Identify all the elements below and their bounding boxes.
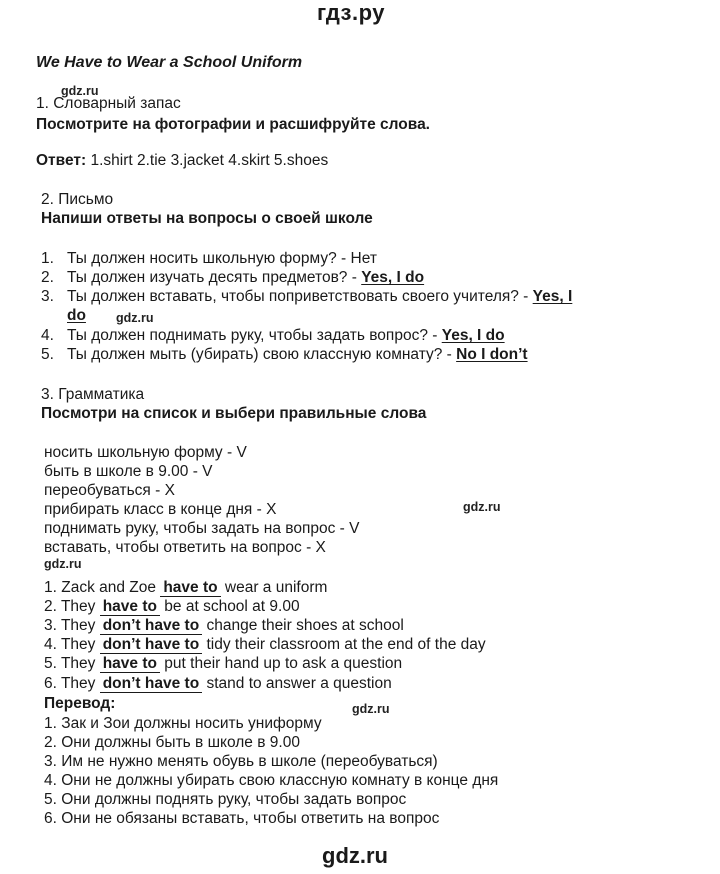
sentence-end: be at school at 9.00 — [159, 598, 300, 615]
translation-item: 1. Зак и Зои должны носить униформу — [44, 715, 322, 732]
question-item — [41, 287, 572, 306]
watermark: gdz.ru — [116, 311, 154, 325]
section-2-task: Напиши ответы на вопросы о своей школе — [41, 210, 373, 227]
list-item: быть в школе в 9.00 - V — [44, 463, 213, 480]
sentence-end: change their shoes at school — [202, 617, 404, 634]
answer-label: Ответ: — [36, 152, 87, 169]
sentence-item — [44, 635, 486, 654]
sentence-fill: don’t have to — [100, 637, 202, 654]
question-number: 1. — [41, 250, 54, 267]
question-text: Ты должен носить школьную форму? - — [67, 250, 351, 267]
section-2-heading: 2. Письмо — [41, 191, 114, 208]
sentence-end: wear a uniform — [220, 579, 328, 596]
site-header-logo: гдз.ру — [317, 0, 385, 25]
watermark: gdz.ru — [61, 84, 99, 98]
sentence-end: put their hand up to ask a question — [159, 655, 403, 672]
sentence-start: 3. They — [44, 617, 100, 634]
question-item — [41, 249, 377, 268]
question-answer-continued: do — [67, 307, 86, 324]
section-3-heading: 3. Грамматика — [41, 386, 145, 403]
question-text: Ты должен изучать десять предметов? - — [67, 269, 362, 286]
sentence-item — [44, 616, 404, 635]
watermark: gdz.ru — [463, 500, 501, 514]
question-answer: Yes, I — [532, 288, 573, 305]
sentence-item — [44, 597, 300, 616]
translation-item: 6. Они не обязаны вставать, чтобы ответить на вопрос — [44, 810, 440, 827]
sentence-item — [44, 674, 392, 693]
sentence-fill: have to — [100, 656, 160, 673]
question-number: 2. — [41, 269, 54, 286]
translation-item: 4. Они не должны убирать свою классную комнату в конце дня — [44, 772, 499, 789]
sentence-fill: don’t have to — [100, 618, 202, 635]
question-text: Ты должен поднимать руку, чтобы задать вопрос? - — [67, 327, 442, 344]
translation-label: Перевод: — [44, 695, 116, 712]
section-1-answer — [36, 151, 328, 170]
question-number: 4. — [41, 327, 54, 344]
section-3-task: Посмотри на список и выбери правильные слова — [41, 405, 427, 422]
translation-item: 2. Они должны быть в школе в 9.00 — [44, 734, 300, 751]
question-answer: Yes, I do — [361, 269, 425, 286]
section-1-heading: 1. Словарный запас — [36, 95, 181, 112]
list-item: носить школьную форму - V — [44, 444, 247, 461]
sentence-fill: have to — [100, 599, 160, 616]
sentence-end: tidy their classroom at the end of the day — [202, 636, 486, 653]
section-1-task: Посмотрите на фотографии и расшифруйте слова. — [36, 116, 430, 133]
question-text: Ты должен вставать, чтобы поприветствовать своего учителя? - — [67, 288, 533, 305]
sentence-end: stand to answer a question — [202, 675, 392, 692]
sentence-start: 4. They — [44, 636, 100, 653]
answer-text: 1.shirt 2.tie 3.jacket 4.skirt 5.shoes — [86, 152, 329, 169]
list-item: переобуваться - X — [44, 482, 175, 499]
question-item — [41, 345, 528, 364]
question-number: 3. — [41, 288, 54, 305]
sentence-fill: have to — [160, 580, 220, 597]
page-title: We Have to Wear a School Uniform — [36, 54, 303, 71]
watermark: gdz.ru — [44, 557, 82, 571]
sentence-start: 5. They — [44, 655, 100, 672]
sentence-start: 2. They — [44, 598, 100, 615]
translation-item: 3. Им не нужно менять обувь в школе (переобуваться) — [44, 753, 438, 770]
question-answer: Нет — [350, 250, 377, 267]
translation-item: 5. Они должны поднять руку, чтобы задать вопрос — [44, 791, 407, 808]
list-item: вставать, чтобы ответить на вопрос - X — [44, 539, 326, 556]
question-answer: No I don’t — [456, 346, 528, 363]
question-text: Ты должен мыть (убирать) свою классную комнату? - — [67, 346, 457, 363]
question-number: 5. — [41, 346, 54, 363]
sentence-item — [44, 578, 327, 597]
question-item — [41, 326, 505, 345]
site-footer-logo: gdz.ru — [322, 843, 388, 868]
question-item — [41, 268, 424, 287]
sentence-start: 1. Zack and Zoe — [44, 579, 161, 596]
sentence-fill: don’t have to — [100, 676, 202, 693]
watermark: gdz.ru — [352, 702, 390, 716]
list-item: поднимать руку, чтобы задать на вопрос - V — [44, 520, 360, 537]
sentence-item — [44, 654, 402, 673]
list-item: прибирать класс в конце дня - X — [44, 501, 277, 518]
question-answer: Yes, I do — [441, 327, 505, 344]
sentence-start: 6. They — [44, 675, 100, 692]
